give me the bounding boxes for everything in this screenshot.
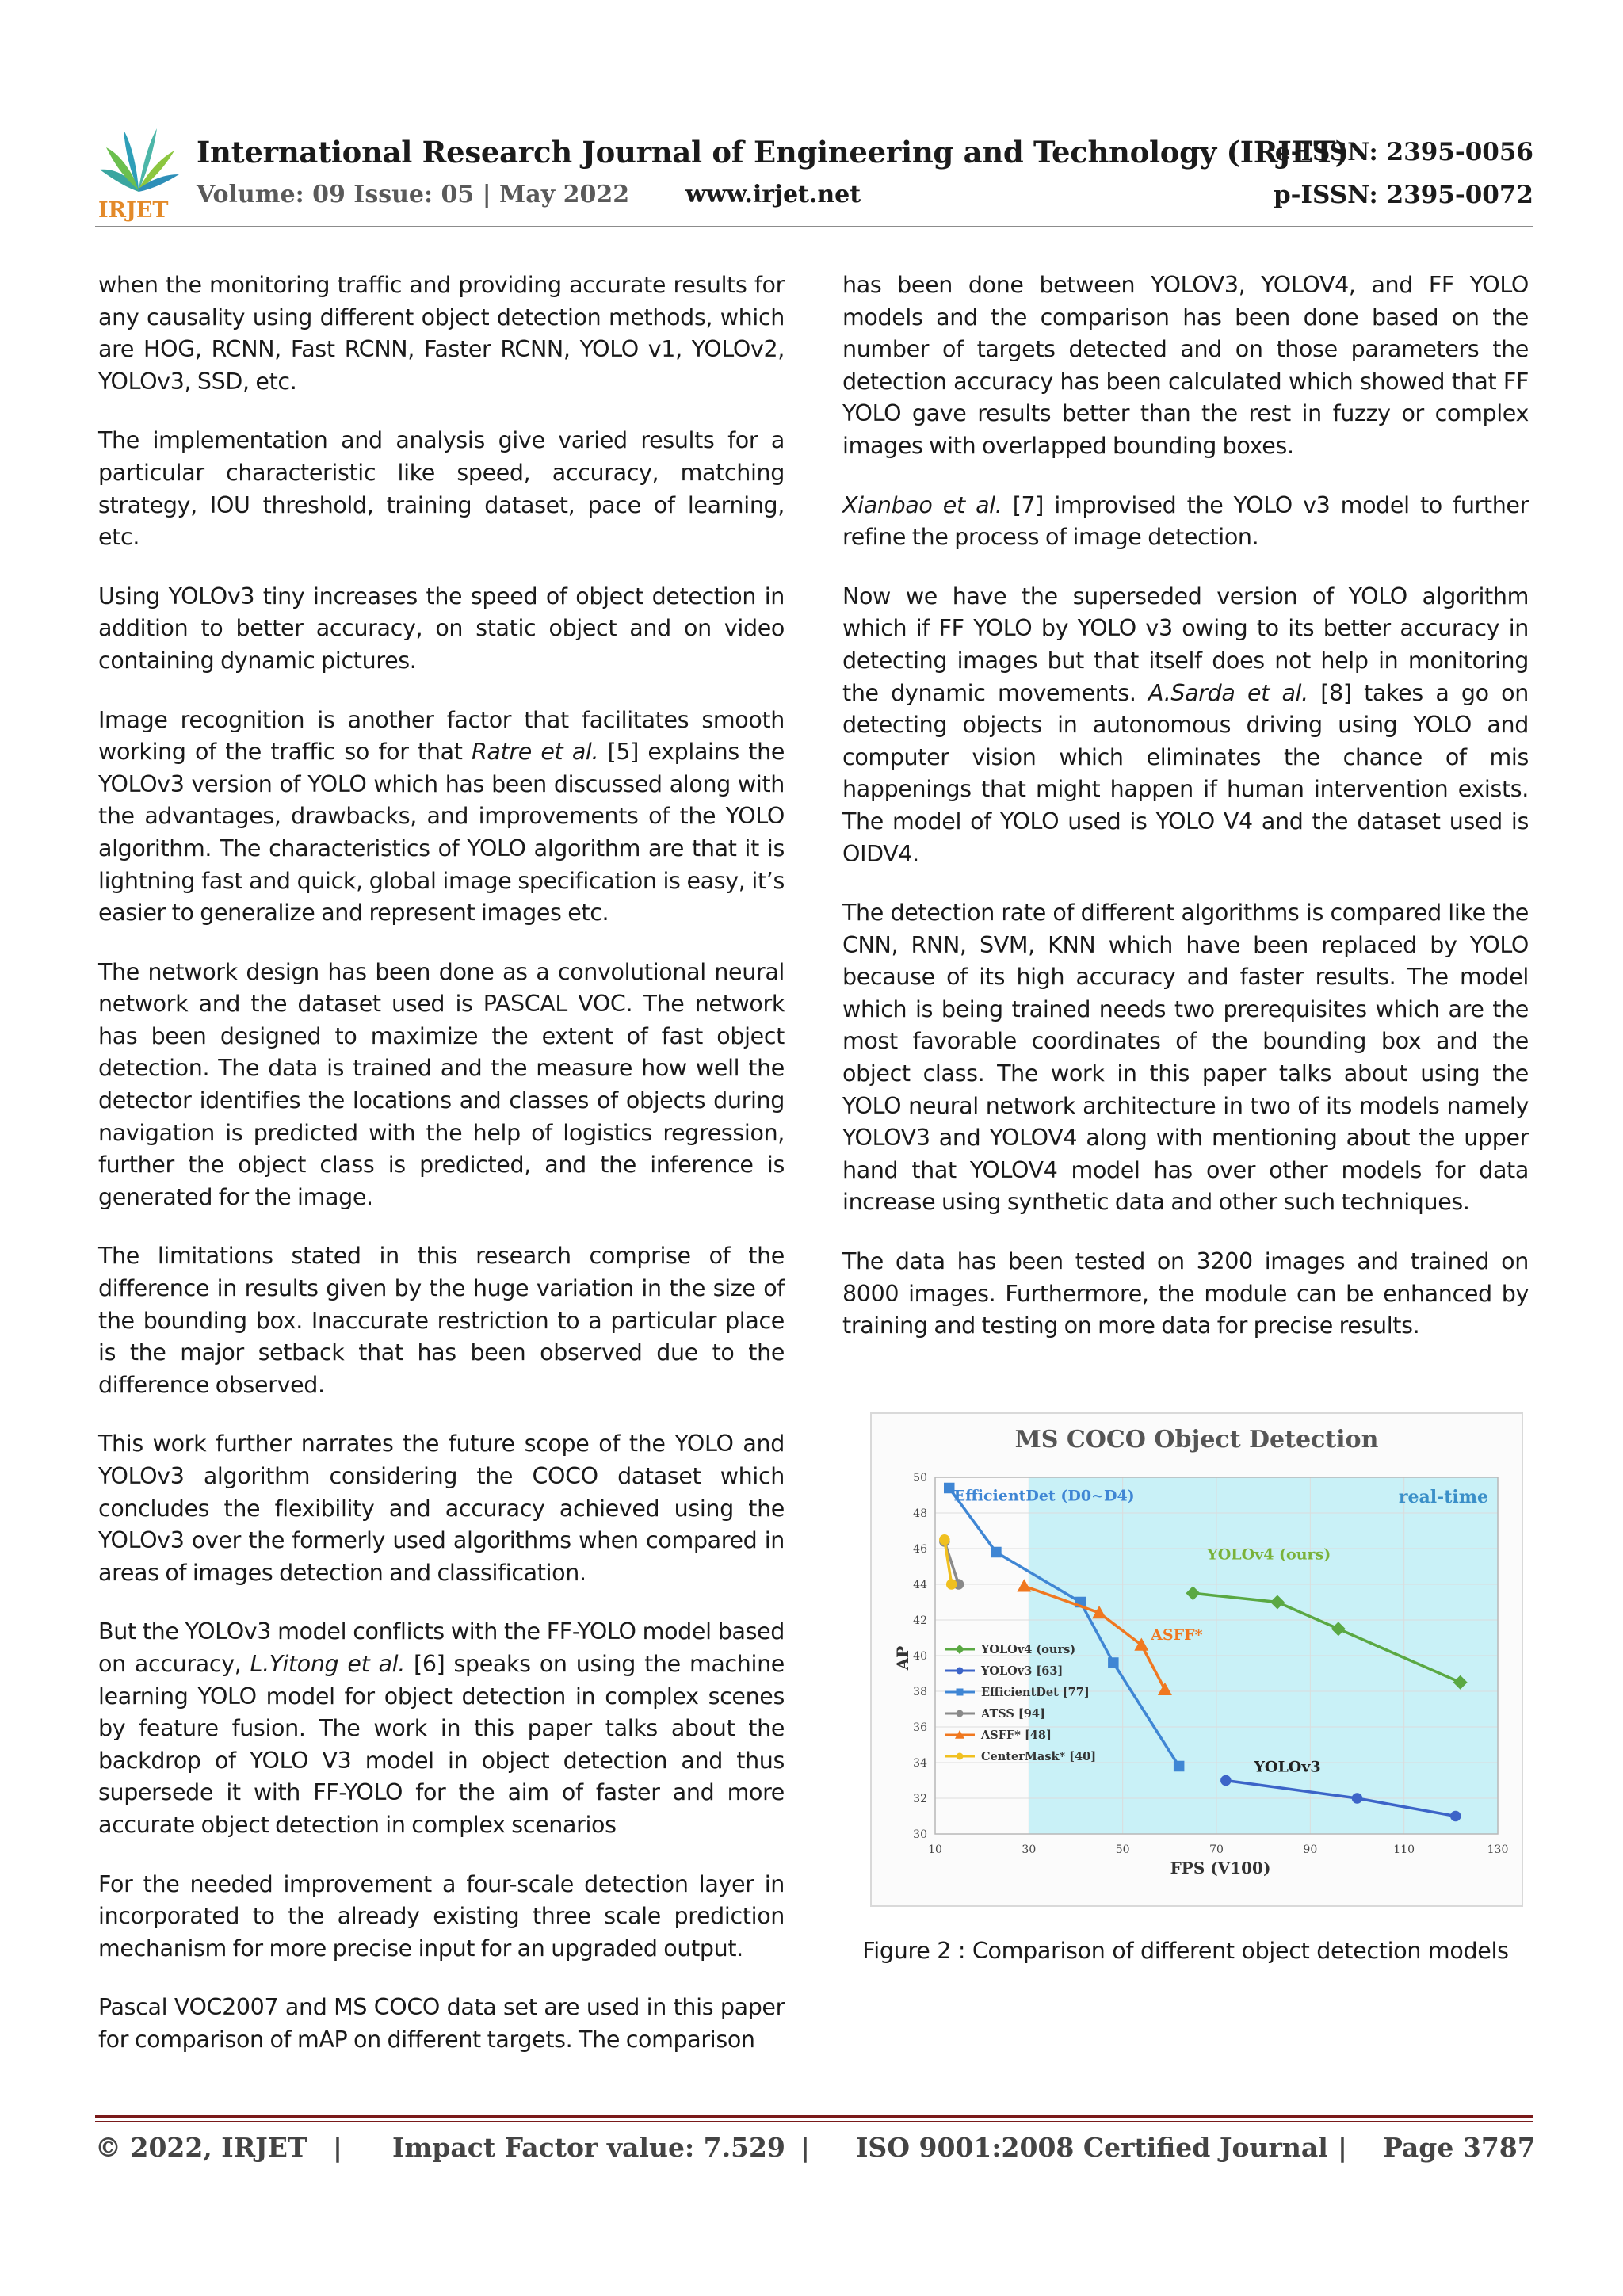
data-point [939, 1534, 950, 1545]
legend-item [945, 1707, 1045, 1721]
data-point [991, 1547, 1002, 1558]
paragraph-text: [8] takes a go on detecting objects in autonomous driving using YOLO and computer vision which eliminates the chance of mis happenings that might happen if human intervention exists. The model of YOLO used is YOLO V4 and the dataset used is OIDV4. [842, 679, 1529, 867]
citation-author: A.Sarda et al. [1148, 679, 1308, 706]
paragraph: The implementation and analysis give varied results for a particular characteristic like speed, accuracy, matching strategy, IOU threshold, training dataset, pace of learning, etc. [98, 427, 785, 551]
footer-divider-thin [95, 2121, 1533, 2122]
citation-author: Ratre et al. [471, 739, 599, 766]
paragraph [842, 581, 1529, 870]
paragraph-text: But the YOLOv3 model conflicts with the FF-YOLO model based on accuracy, [98, 1618, 785, 1677]
left-column [98, 269, 785, 2084]
y-tick-label: 42 [913, 1614, 927, 1627]
figure-caption: Figure 2 : Comparison of different object detection models [862, 1938, 1509, 1964]
paragraph: The data has been tested on 3200 images and trained on 8000 images. Furthermore, the module can be enhanced by training and testing on more data for precise results. [842, 1248, 1529, 1339]
y-tick-label: 46 [913, 1543, 927, 1556]
data-point [1220, 1775, 1232, 1786]
legend-item [945, 1750, 1096, 1763]
data-point [957, 1753, 964, 1760]
p-issn: p-ISSN: 2395-0072 [1273, 181, 1533, 209]
x-tick-label: 110 [1393, 1843, 1415, 1856]
footer-iso: ISO 9001:2008 Certified Journal [856, 2132, 1328, 2163]
legend-label: EfficientDet [77] [981, 1686, 1090, 1699]
volume-issue: Volume: 09 Issue: 05 | May 2022 [197, 181, 630, 208]
legend-label: YOLOv3 [63] [981, 1664, 1064, 1678]
legend-label: YOLOv4 (ours) [981, 1643, 1076, 1656]
legend-item [945, 1643, 1075, 1656]
legend-label: ASFF* [48] [981, 1729, 1052, 1742]
y-tick-label: 34 [913, 1757, 927, 1770]
footer-divider-thick [95, 2115, 1533, 2118]
data-point [955, 1645, 964, 1654]
e-issn: e-ISSN: 2395-0056 [1274, 138, 1533, 166]
footer-copyright: © 2022, IRJET [95, 2132, 307, 2163]
data-point [957, 1668, 964, 1675]
right-column [842, 269, 1529, 1370]
chart-title: MS COCO Object Detection [1014, 1426, 1379, 1454]
annotation-label: YOLOv3 [1254, 1758, 1321, 1776]
irjet-logo-icon [95, 119, 182, 222]
logo-text: IRJET [98, 198, 169, 222]
legend-label: CenterMask* [40] [981, 1750, 1097, 1763]
paragraph-text: [5] explains the YOLOv3 version of YOLO which has been discussed along with the advantages, drawbacks, and improvements of the YOLO algorithm. The characteristics of YOLO algorithm are that it is lightning fast and quick, global image specification is easy, it’s easier to generalize and represent images etc. [98, 739, 785, 926]
figure-chart [870, 1412, 1523, 1907]
x-axis-label: FPS (V100) [1170, 1859, 1271, 1878]
page-footer [95, 2132, 1536, 2172]
ms-coco-chart [872, 1414, 1522, 1905]
x-tick-label: 50 [1115, 1843, 1130, 1856]
annotation-label: ASFF* [1151, 1626, 1203, 1644]
y-tick-label: 50 [913, 1472, 927, 1484]
paragraph: Pascal VOC2007 and MS COCO data set are used in this paper for comparison of mAP on different targets. The comparison [98, 1994, 785, 2053]
legend-label: ATSS [94] [981, 1707, 1045, 1721]
x-tick-label: 130 [1487, 1843, 1509, 1856]
x-tick-label: 10 [928, 1843, 942, 1856]
paragraph: This work further narrates the future scope of the YOLO and YOLOv3 algorithm considering the COCO dataset which concludes the flexibility and accuracy achieved using the YOLOv3 over the formerly used algorithms when compared in areas of images detection and classification. [98, 1431, 785, 1586]
paragraph: when the monitoring traffic and providing accurate results for any causality using different object detection methods, which are HOG, RCNN, Fast RCNN, Faster RCNN, YOLO v1, YOLOv2, YOLOv3, SSD, etc. [98, 272, 785, 395]
footer-separator: | [333, 2132, 343, 2163]
citation-author: Xianbao et al. [842, 491, 1002, 518]
footer-separator: | [1338, 2132, 1348, 2163]
data-point [1450, 1811, 1461, 1822]
paragraph: Using YOLOv3 tiny increases the speed of object detection in addition to better accuracy, on static object and on video containing dynamic pictures. [98, 583, 785, 674]
paragraph-text: [7] improvised the YOLO v3 model to further refine the process of image detection. [842, 491, 1529, 551]
page-header [95, 119, 1533, 230]
paragraph-text: Now we have the superseded version of YOLO algorithm which if FF YOLO by YOLO v3 owing to its better accuracy in detecting images but that itself does not help in monitoring the dynamic movements. [842, 583, 1529, 706]
annotation-label: YOLOv4 (ours) [1207, 1545, 1331, 1564]
x-tick-label: 90 [1303, 1843, 1318, 1856]
citation-author: L.Yitong et al. [250, 1650, 405, 1677]
y-tick-label: 40 [913, 1650, 927, 1663]
x-tick-label: 70 [1209, 1843, 1224, 1856]
journal-website-link[interactable]: www.irjet.net [685, 181, 861, 208]
paragraph: The detection rate of different algorithms is compared like the CNN, RNN, SVM, KNN which have been replaced by YOLO because of its high accuracy and faster results. The model which is being trained needs two prerequisites which are the most favorable coordinates of the bounding box and the object class. The work in this paper talks about using the YOLO neural network architecture in two of its models namely YOLOV3 and YOLOV4 along with mentioning about the upper hand that YOLOV4 model has over other models for data increase using synthetic data and other such techniques. [842, 900, 1529, 1216]
journal-title: International Research Journal of Engineering and Technology (IRJET) [197, 135, 1349, 170]
y-tick-label: 44 [913, 1579, 927, 1591]
header-divider [95, 226, 1533, 227]
paragraph: The network design has been done as a convolutional neural network and the dataset used is PASCAL VOC. The network has been designed to maximize the extent of fast object detection. The data is trained and the measure how well the detector identifies the locations and classes of objects during navigation is predicted with the help of logistics regression, further the object class is predicted, and the inference is generated for the image. [98, 958, 785, 1210]
y-tick-label: 36 [913, 1721, 927, 1734]
footer-separator: | [800, 2132, 811, 2163]
legend-item [945, 1686, 1090, 1699]
data-point [957, 1710, 964, 1717]
data-point [1108, 1657, 1119, 1668]
footer-page-number: Page 3787 [1383, 2132, 1536, 2163]
data-point [944, 1483, 955, 1494]
paragraph: has been done between YOLOV3, YOLOV4, and FF YOLO models and the comparison has been done based on the number of targets detected and on those parameters the detection accuracy has been calculated which showed that FF YOLO gave results better than the rest in fuzzy or complex images with overlapped bounding boxes. [842, 272, 1529, 459]
paragraph: The limitations stated in this research comprise of the difference in results given by the huge variation in the size of the bounding box. Inaccurate restriction to a particular place is the major setback that has been observed due to the difference observed. [98, 1243, 785, 1398]
paragraph [98, 705, 785, 930]
y-tick-label: 30 [913, 1828, 927, 1841]
annotation-label: EfficientDet (D0~D4) [953, 1487, 1135, 1505]
data-point [1352, 1793, 1363, 1804]
y-axis-label: AP [893, 1645, 912, 1671]
data-point [946, 1579, 957, 1590]
paragraph-text: [6] speaks on using the machine learning YOLO model for object detection in complex scenes by feature fusion. The work in this paper talks about the backdrop of YOLO V3 model in object detection and thus supersede it with FF-YOLO for the aim of faster and more accurate object detection in complex scenarios [98, 1650, 785, 1838]
data-point [957, 1689, 964, 1696]
footer-impact-factor: Impact Factor value: 7.529 [392, 2132, 785, 2163]
y-tick-label: 48 [913, 1507, 927, 1520]
paragraph: For the needed improvement a four-scale detection layer in incorporated to the already existing three scale prediction mechanism for more precise input for an upgraded output. [98, 1870, 785, 1962]
x-tick-label: 30 [1022, 1843, 1037, 1856]
y-tick-label: 38 [913, 1686, 927, 1698]
paragraph [842, 490, 1529, 554]
data-point [1174, 1761, 1185, 1772]
series-centermask-40 [939, 1534, 957, 1590]
realtime-label: real-time [1398, 1487, 1488, 1507]
paragraph-text: Image recognition is another factor that facilitates smooth working of the traffic so for that [98, 706, 785, 766]
legend-item [945, 1664, 1063, 1678]
paragraph [98, 1616, 785, 1841]
y-tick-label: 32 [913, 1793, 927, 1805]
legend-item [945, 1729, 1052, 1742]
